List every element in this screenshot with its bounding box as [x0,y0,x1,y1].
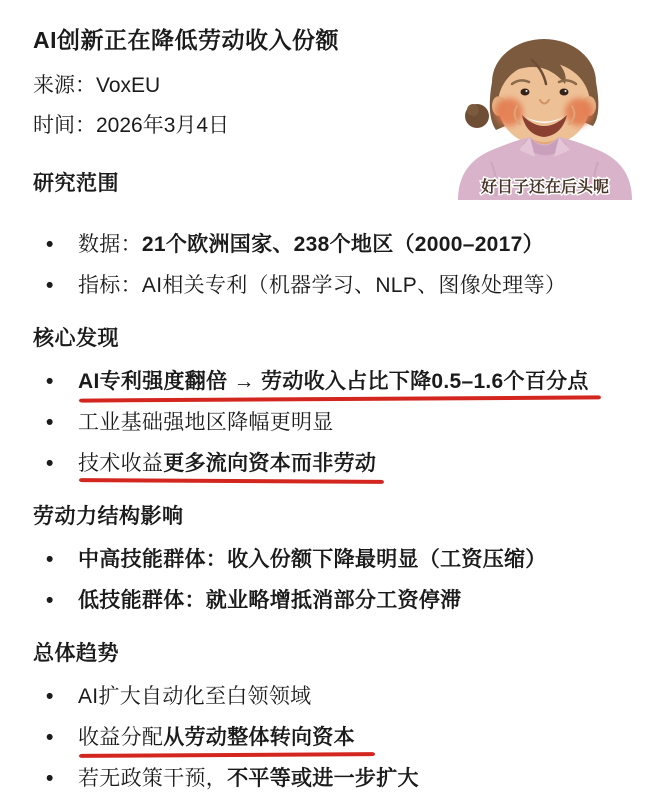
bullet-text: 工业基础强地区降幅更明显 [78,411,334,434]
bullet-text: 指标：AI相关专利（机器学习、NLP、图像处理等） [78,274,567,297]
bullet-text-red-underlined: AI专利强度翻倍 → 劳动收入占比下降0.5–1.6个百分点 [78,370,589,393]
bullet-list-labor-structure [33,546,645,614]
smiling-woman-felt-figurine-icon [446,32,646,204]
list-item [33,231,645,258]
list-item [33,765,645,792]
list-item [33,587,645,614]
list-item [33,724,645,751]
list-item [33,409,645,436]
section-heading-overall-trend: 总体趋势 [33,642,119,665]
page-title: AI创新正在降低劳动收入份额 [33,27,339,53]
source-line: 来源：VoxEU [33,74,161,97]
figurine-caption: 好日子还在后头呢 [480,179,610,196]
bullet-list-overall-trend [33,683,645,792]
bullet-text: 中高技能群体：收入份额下降最明显（工资压缩） [78,548,547,571]
date-line: 时间：2026年3月4日 [33,114,230,137]
bullet-list-research-scope [33,231,645,299]
section-heading-research-scope: 研究范围 [33,172,119,195]
bullet-text: AI扩大自动化至白领领域 [78,685,312,708]
bullet-list-core-findings [33,368,645,477]
bullet-text: 低技能群体：就业略增抵消部分工资停滞 [78,589,462,612]
bullet-text: 数据：21个欧洲国家、238个地区（2000–2017） [78,233,544,256]
figurine-image [446,32,646,204]
section-heading-labor-structure: 劳动力结构影响 [33,505,184,528]
list-item [33,368,645,395]
list-item [33,272,645,299]
section-heading-core-findings: 核心发现 [33,327,119,350]
bullet-text-red-underlined: 收益分配从劳动整体转向资本 [78,726,355,749]
bullet-text: 若无政策干预，不平等或进一步扩大 [78,767,419,790]
list-item [33,450,645,477]
bullet-text-red-underlined: 技术收益更多流向资本而非劳动 [78,452,377,475]
list-item [33,683,645,710]
list-item [33,546,645,573]
